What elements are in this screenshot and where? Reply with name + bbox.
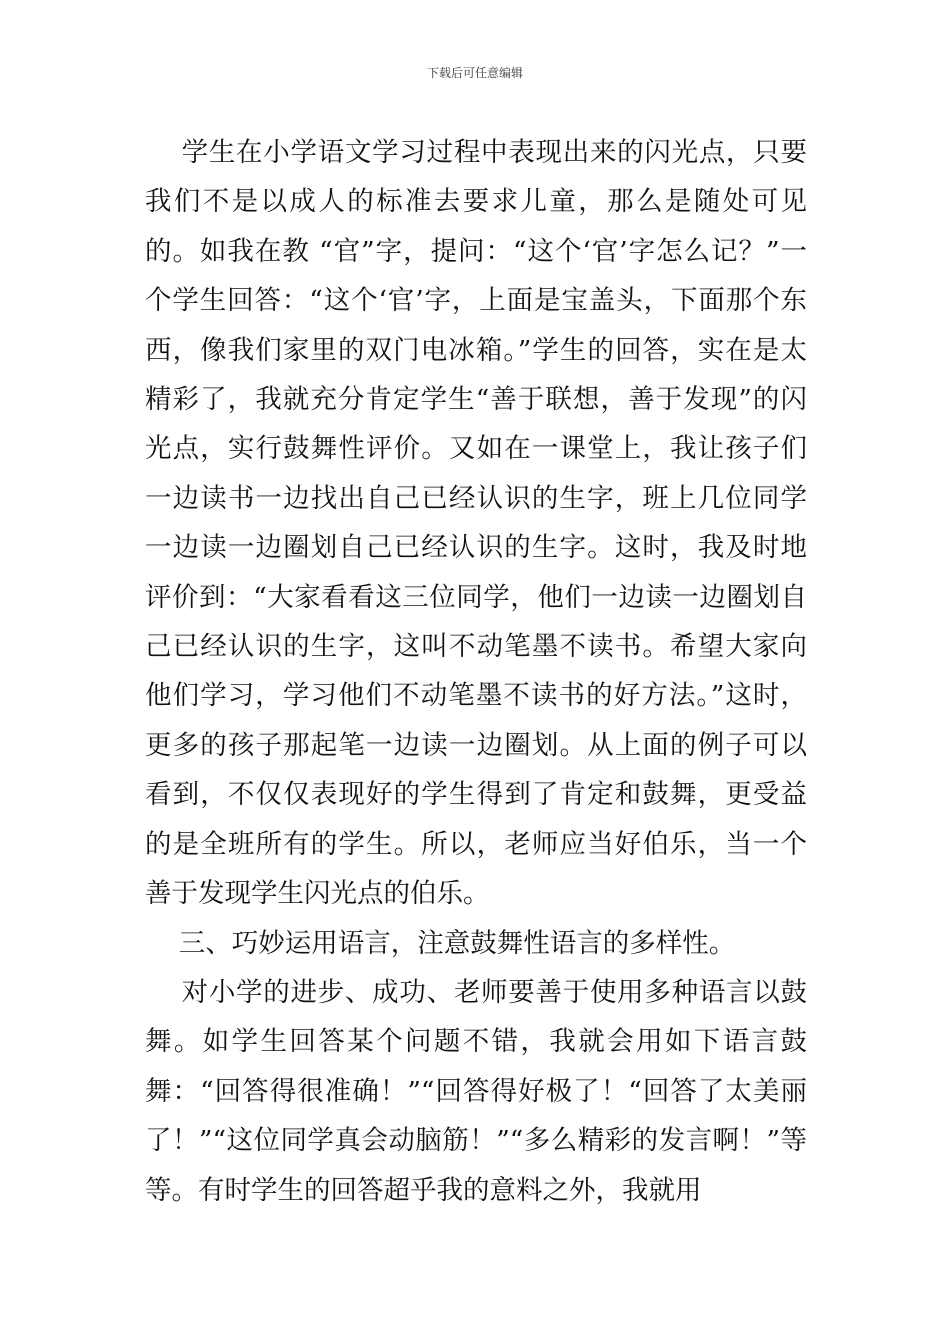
paragraph-highlight-examples: 学生在小学语文学习过程中表现出来的闪光点，只要我们不是以成人的标准去要求儿童，那么是随处可见的。如我在教 “官”字，提问：“这个‘官’字怎么记？”一个学生回答：“这个‘官’字，上面是宝盖头，下面那个东西，像我们家里的双门电冰箱。”学生的回答，实在是太精彩了，我就充分肯定学生“善于联想，善于发现”的闪光点，实行鼓舞性评价。又如在一课堂上，我让孩子们一边读书一边找出自己已经认识的生字，班上几位同学一边读一边圈划自己已经认识的生字。这时，我及时地评价到：“大家看看这三位同学，他们一边读一边圈划自己已经认识的生字，这叫不动笔墨不读书。希望大家向他们学习，学习他们不动笔墨不读书的好方法。”这时，更多的孩子那起笔一边读一边圈划。从上面的例子可以看到，不仅仅表现好的学生得到了肯定和鼓舞，更受益的是全班所有的学生。所以，老师应当好伯乐，当一个善于发现学生闪光点的伯乐。 [145, 137, 807, 910]
paragraph-encouragement-phrases: 对小学的进步、成功、老师要善于使用多种语言以鼓舞。如学生回答某个问题不错，我就会用如下语言鼓舞：“回答得很准确！”“回答得好极了！“回答了太美丽了！”“这位同学真会动脑筋！”“多么精彩的发言啊！”等等。有时学生的回答超乎我的意料之外，我就用 [145, 976, 807, 1206]
document-body [145, 128, 807, 1215]
page-header-note: 下载后可任意编辑 [426, 66, 523, 80]
section-heading-language-variety: 三、巧妙运用语言，注意鼓舞性语言的多样性。 [145, 927, 736, 959]
